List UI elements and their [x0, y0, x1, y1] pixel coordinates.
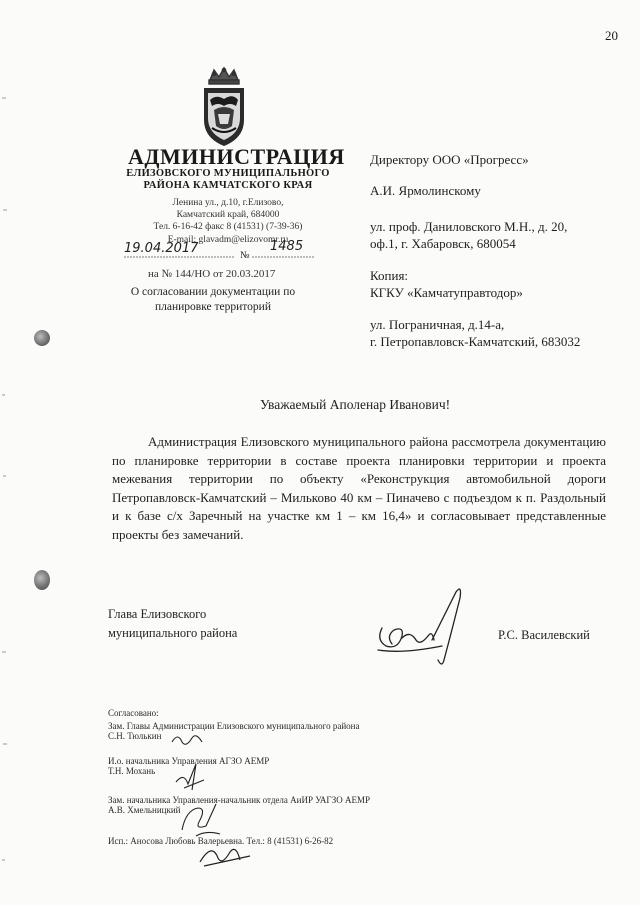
approval-name: Т.Н. Мохань: [108, 766, 156, 776]
approval-name: А.В. Хмельницкий: [108, 805, 181, 815]
approval-position: Зам. Главы Администрации Елизовского муниципального района: [108, 720, 360, 731]
copy-street: ул. Пограничная, д.14-а,: [370, 317, 505, 332]
page-number: 20: [605, 28, 618, 43]
copy-organization: КГКУ «Камчатуправтодор»: [370, 285, 523, 300]
subject-line: планировке территорий: [155, 301, 271, 313]
registration-date: 19.04.2017: [124, 241, 199, 256]
registration-number-label: №: [240, 250, 250, 261]
copy-label: Копия:: [370, 268, 409, 283]
signatory-name: Р.С. Василевский: [498, 628, 590, 642]
contact-line: E-mail: glavadm@elizovomr.ru: [167, 234, 289, 245]
signatory-title-line: муниципального района: [108, 626, 238, 640]
punch-hole-bottom: [34, 570, 50, 590]
addressee-name: А.И. Ярмолинскому: [370, 183, 481, 198]
initials-mark: [170, 760, 210, 794]
approvals-section: [108, 708, 408, 846]
approval-item: [108, 721, 408, 742]
initials-mark: [196, 838, 256, 870]
organization-title: АДМИНИСТРАЦИЯ: [128, 144, 345, 169]
coat-of-arms-emblem: [196, 66, 252, 150]
reference-line: на № 144/НО от 20.03.2017: [148, 268, 276, 280]
initials-mark: [176, 800, 226, 840]
initials-mark: [168, 728, 208, 750]
contact-line: Тел. 6-16-42 факс 8 (41531) (7-39-36): [153, 222, 303, 233]
subject-line: О согласовании документации по: [130, 286, 296, 298]
letter-body: Администрация Елизовского муниципального района рассмотрела документацию по планировке территории в составе проекта планировки территории и проекта межевания территории по объекту «Реконструкция автомобильной дороги Петропавловск-Камчатский – Мильково 40 км – Пиначево с подъездом к п. Раздольный и к базе с/х Заречный на участке км 1 – км 16,4» и согласовывает представленные проекты без замечаний.: [112, 434, 606, 542]
executor-line: Исп.: Аносова Любовь Валерьевна. Тел.: 8 (41531) 6-26-82: [108, 835, 334, 846]
addressee-street: ул. проф. Даниловского М.Н., д. 20,: [370, 219, 568, 234]
addressee-position: Директору ООО «Прогресс»: [370, 152, 529, 167]
organization-subtitle-line: ЕЛИЗОВСКОГО МУНИЦИПАЛЬНОГО: [126, 168, 330, 179]
organization-subtitle: [118, 168, 338, 192]
letter-subject: [108, 285, 318, 315]
approval-item: [108, 756, 408, 777]
signatory-title: [108, 605, 237, 643]
approval-position: И.о. начальника Управления АГЗО АЕМР: [108, 755, 270, 766]
handwritten-signature: [372, 580, 480, 672]
registration-number: 1485: [270, 239, 304, 254]
approval-name: С.Н. Тюлькин: [108, 731, 162, 741]
contact-line: Камчатский край, 684000: [176, 210, 280, 221]
copy-city: г. Петропавловск-Камчатский, 683032: [370, 334, 581, 349]
signatory-title-line: Глава Елизовского: [108, 607, 207, 621]
organization-subtitle-line: РАЙОНА КАМЧАТСКОГО КРАЯ: [143, 180, 313, 191]
contact-line: Ленина ул., д.10, г.Елизово,: [172, 198, 284, 208]
approval-position: Зам. начальника Управления-начальник отдела АиИР УАГЗО АЕМР: [108, 794, 371, 805]
addressee-city: оф.1, г. Хабаровск, 680054: [370, 236, 516, 251]
punch-hole-top: [34, 330, 50, 346]
salutation: Уважаемый Аполенар Иванович!: [260, 397, 451, 412]
approval-item: [108, 795, 408, 816]
scan-edge-marks: [0, 0, 10, 905]
approvals-header: Согласовано:: [108, 708, 159, 718]
